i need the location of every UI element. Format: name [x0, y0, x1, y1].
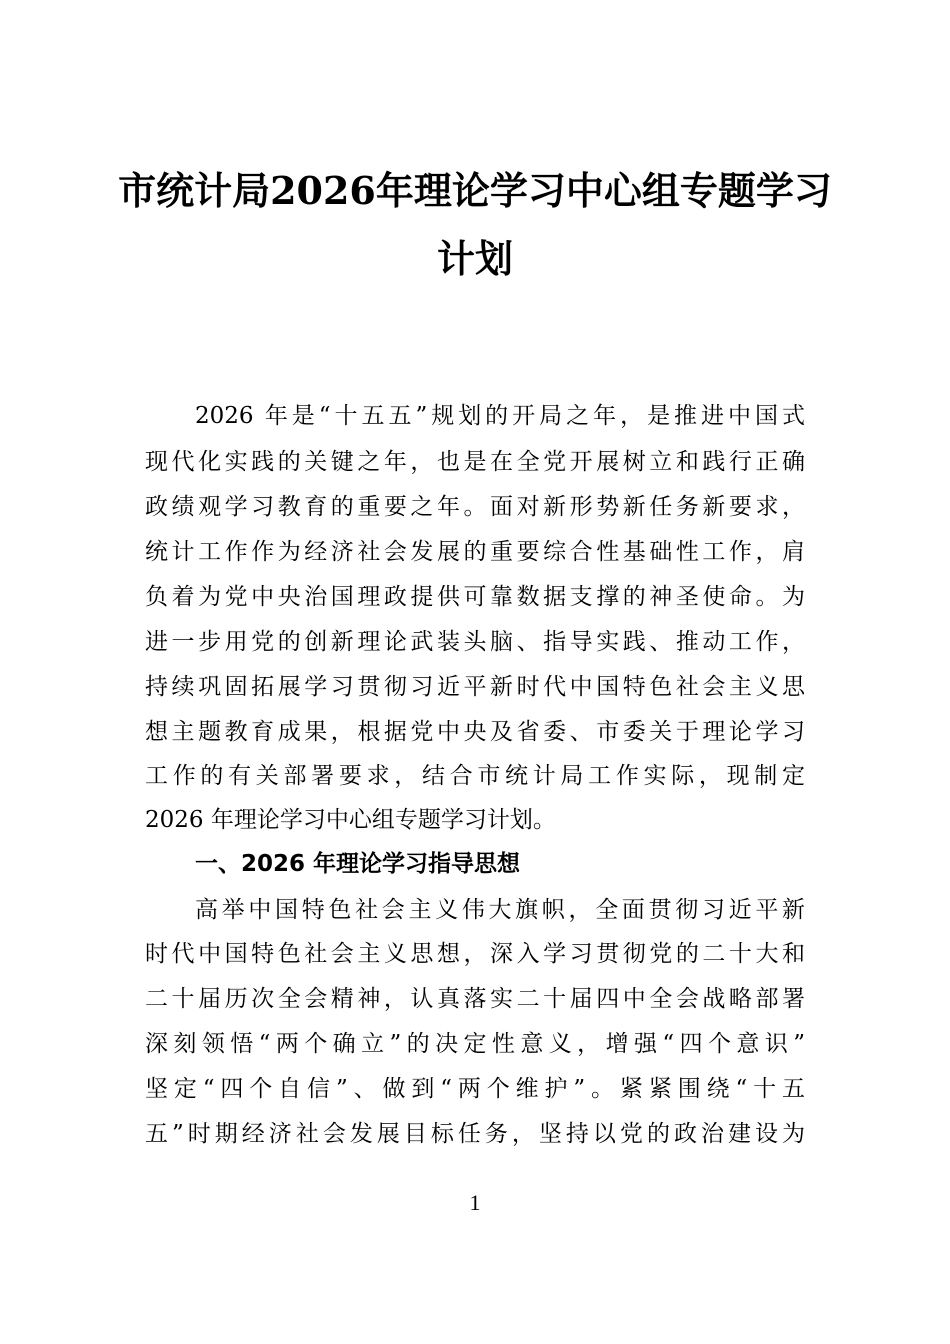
section1-line: 二十届历次全会精神，认真落实二十届四中全会战略部署: [145, 986, 805, 1012]
section1-line: 坚定“四个自信”、做到“两个维护”。紧紧围绕“十五: [145, 1076, 805, 1102]
page-number: 1: [469, 1190, 481, 1215]
section1-line: 高举中国特色社会主义伟大旗帜，全面贯彻习近平新: [195, 897, 805, 923]
intro-line: 工作的有关部署要求，结合市统计局工作实际，现制定: [145, 763, 805, 789]
section-heading: 一、2026 年理论学习指导思想: [195, 851, 521, 877]
intro-line: 持续巩固拓展学习贯彻习近平新时代中国特色社会主义思: [145, 674, 805, 700]
intro-line: 负着为党中央治国理政提供可靠数据支撑的神圣使命。为: [145, 584, 805, 610]
intro-line: 2026 年是“十五五”规划的开局之年，是推进中国式: [195, 403, 805, 429]
section1-line: 深刻领悟“两个确立”的决定性意义，增强“四个意识”: [145, 1031, 805, 1057]
intro-line: 进一步用党的创新理论武装头脑、指导实践、推动工作，: [145, 629, 805, 655]
document-title-line-2: 计划: [436, 236, 513, 281]
intro-line: 现代化实践的关键之年，也是在全党开展树立和践行正确: [145, 449, 805, 475]
document-title-line-1: 市统计局2026年理论学习中心组专题学习: [118, 168, 832, 213]
intro-line: 统计工作作为经济社会发展的重要综合性基础性工作，肩: [145, 539, 805, 565]
intro-line: 2026 年理论学习中心组专题学习计划。: [145, 807, 556, 833]
section1-line: 时代中国特色社会主义思想，深入学习贯彻党的二十大和: [145, 941, 805, 967]
intro-line: 政绩观学习教育的重要之年。面对新形势新任务新要求，: [145, 494, 805, 520]
section1-line: 五”时期经济社会发展目标任务，坚持以党的政治建设为: [145, 1121, 805, 1147]
intro-line: 想主题教育成果，根据党中央及省委、市委关于理论学习: [145, 719, 805, 745]
